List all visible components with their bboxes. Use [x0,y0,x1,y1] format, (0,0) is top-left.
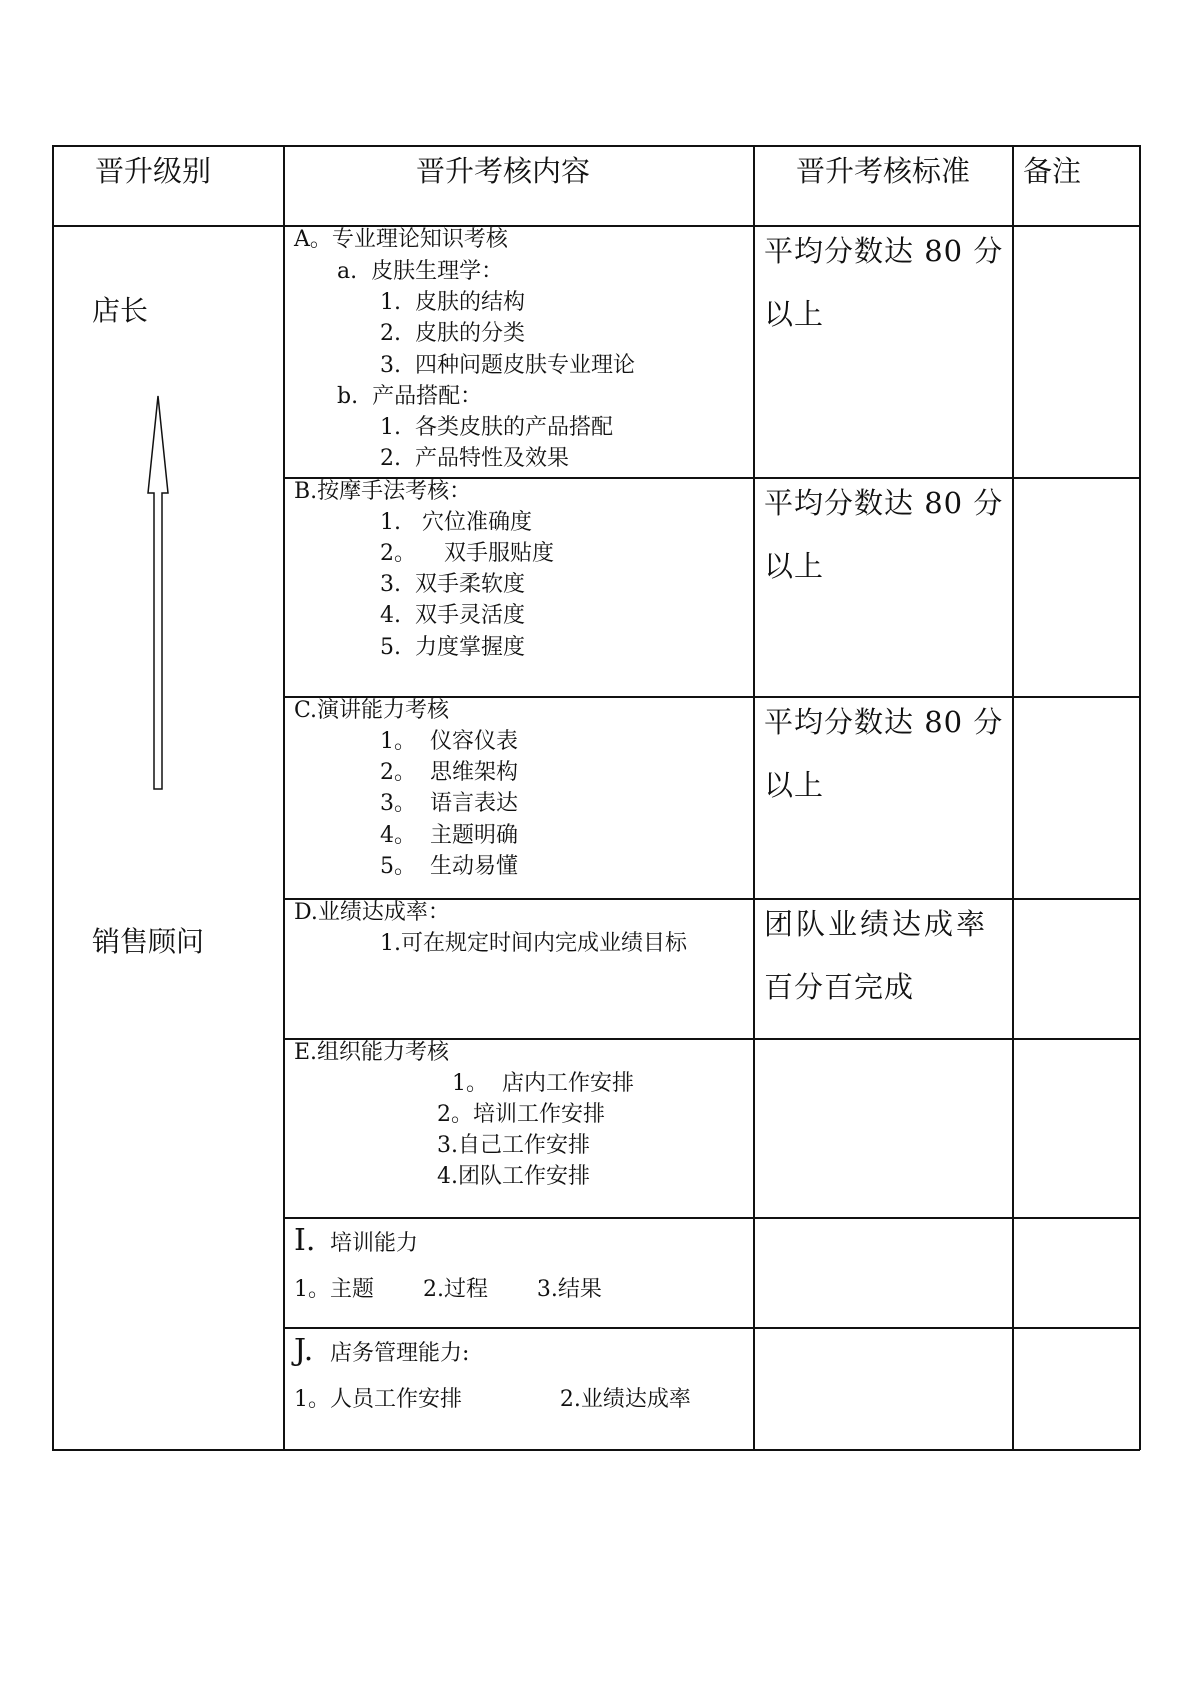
section-e-item-1: 1。 店内工作安排 [452,1071,634,1096]
section-c-item-5: 5。 生动易懂 [380,854,518,879]
section-e-item-4: 4.团队工作安排 [437,1164,590,1189]
section-a-item-b1: 1. 各类皮肤的产品搭配 [380,415,613,440]
section-b-title: B.按摩手法考核： [294,479,472,504]
header-divider [52,225,1140,227]
column-divider-2 [753,145,755,1450]
section-c-item-2: 2。 思维架构 [380,760,518,785]
header-note: 备注 [1023,154,1082,188]
table-border-left [52,145,54,1450]
section-b-item-5: 5. 力度掌握度 [380,635,525,660]
section-b-item-4: 4. 双手灵活度 [380,603,525,628]
section-c-item-1: 1。 仪容仪表 [380,729,518,754]
section-e-item-2: 2。培训工作安排 [437,1102,605,1127]
level-store-manager: 店长 [92,294,149,327]
section-a-standard-line2: 以上 [764,297,825,331]
section-b-standard-line1: 平均分数达 80 分 [764,486,1004,520]
section-c-title: C.演讲能力考核 [294,698,450,723]
section-d-item-1: 1.可在规定时间内完成业绩目标 [380,931,687,956]
section-a-sub-a: a. 皮肤生理学： [337,259,504,284]
section-b-item-2: 2。 双手服贴度 [380,541,554,566]
section-d-standard-line2: 百分百完成 [764,970,915,1004]
row-divider-e [283,1217,1140,1219]
section-a-item-1: 1. 皮肤的结构 [380,290,525,315]
section-c-item-3: 3。 语言表达 [380,791,518,816]
section-b-item-1: 1. 穴位准确度 [380,510,532,535]
section-d-title: D.业绩达成率： [294,900,450,925]
section-j-title: 店务管理能力: [330,1341,470,1366]
table-border-bottom [52,1449,1140,1451]
section-c-item-4: 4。 主题明确 [380,823,518,848]
header-content: 晋升考核内容 [416,154,591,188]
section-a-sub-b: b. 产品搭配： [337,384,483,409]
promotion-arrow-icon [146,395,170,791]
section-a-standard-line1: 平均分数达 80 分 [764,234,1004,268]
header-level: 晋升级别 [95,154,212,188]
section-e-item-3: 3.自己工作安排 [437,1133,590,1158]
section-b-item-3: 3. 双手柔软度 [380,572,525,597]
row-divider-i [283,1327,1140,1329]
header-standard: 晋升考核标准 [796,154,971,188]
level-sales-consultant: 销售顾问 [92,925,205,958]
promotion-table [52,145,1140,1450]
section-i-title: 培训能力 [330,1231,419,1256]
column-divider-3 [1012,145,1014,1450]
section-a-item-b2: 2. 产品特性及效果 [380,446,569,471]
section-a-item-3: 3. 四种问题皮肤专业理论 [380,353,635,378]
section-b-standard-line2: 以上 [764,549,825,583]
section-i-items: 1。主题 2.过程 3.结果 [294,1277,602,1302]
table-border-right [1139,145,1141,1450]
section-c-standard-line2: 以上 [764,768,825,802]
table-border-top [52,145,1140,147]
section-j-items: 1。人员工作安排 2.业绩达成率 [294,1387,691,1412]
section-a-item-2: 2. 皮肤的分类 [380,321,525,346]
column-divider-1 [283,145,285,1450]
section-j-letter: J. [294,1333,314,1368]
section-e-title: E.组织能力考核 [294,1040,450,1065]
section-c-standard-line1: 平均分数达 80 分 [764,705,1004,739]
section-a-title: A。专业理论知识考核 [294,227,508,252]
section-i-letter: I. [294,1223,316,1258]
section-d-standard-line1: 团队业绩达成率 [764,907,989,941]
